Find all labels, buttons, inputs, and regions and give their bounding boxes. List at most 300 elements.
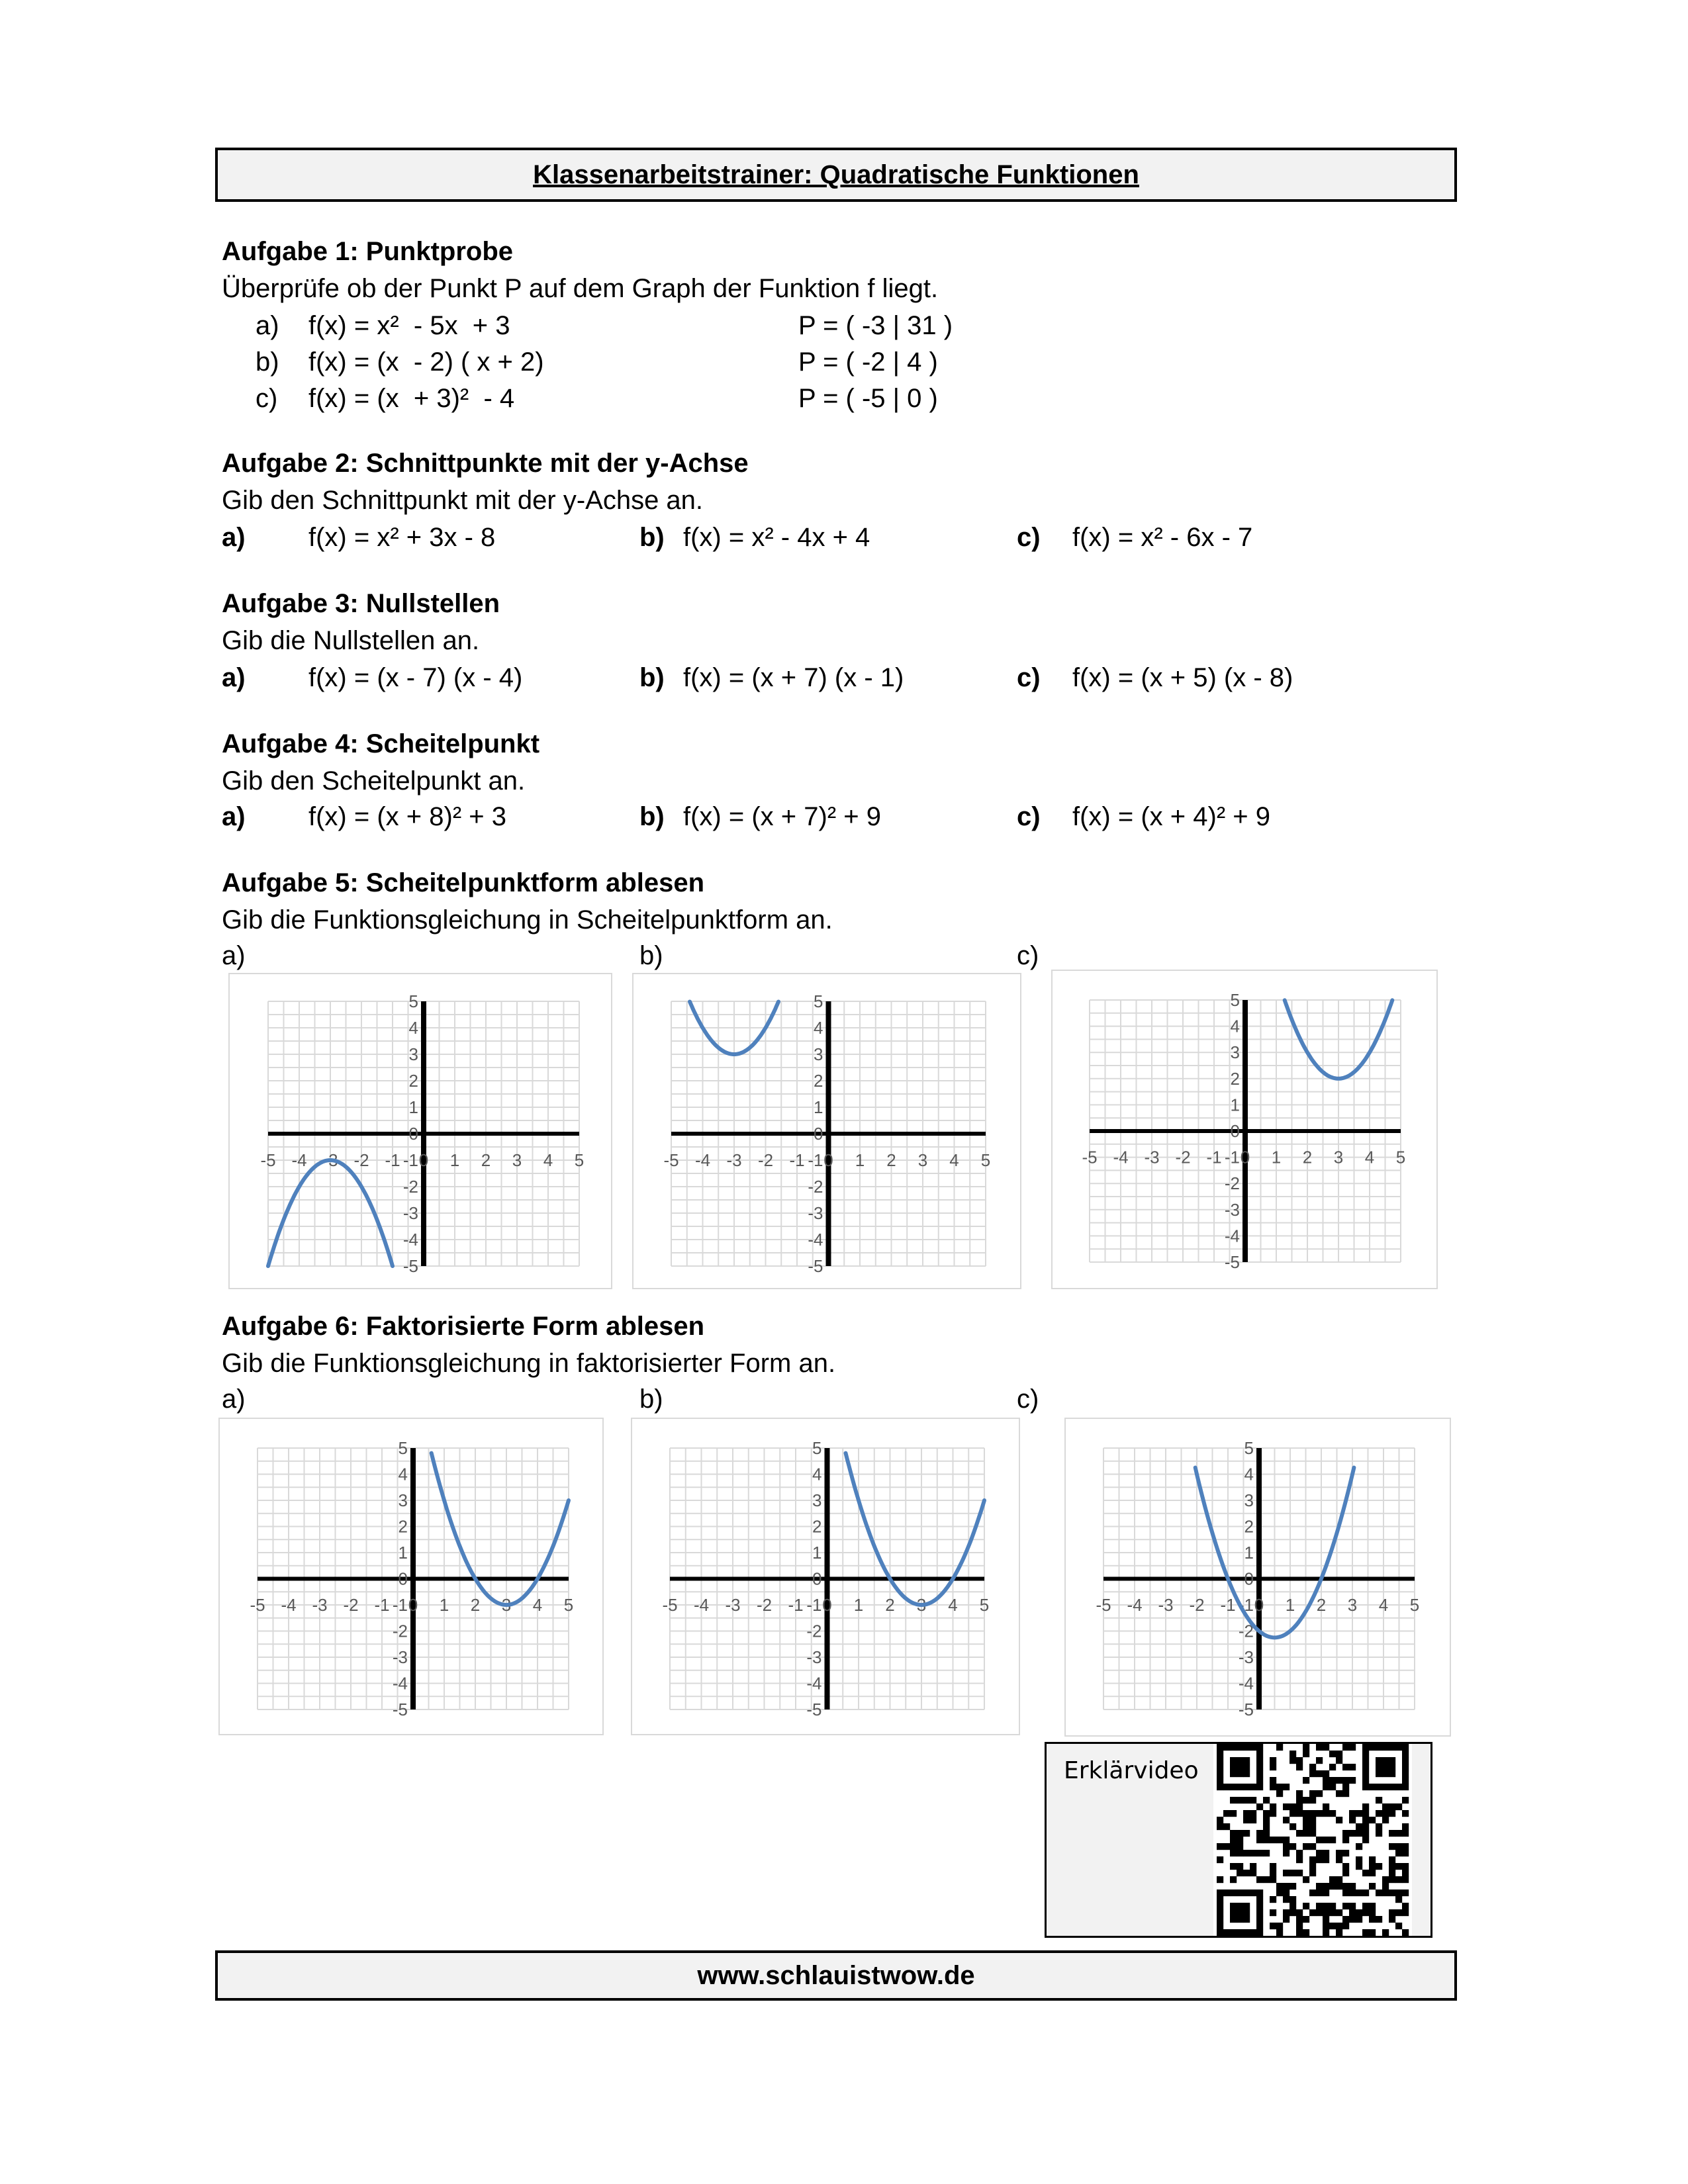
qr-module (1395, 1909, 1402, 1916)
qr-module (1223, 1889, 1230, 1896)
qr-module (1303, 1817, 1309, 1823)
qr-module (1316, 1744, 1323, 1751)
qr-module (1237, 1830, 1243, 1837)
qr-module (1230, 1903, 1237, 1909)
qr-module (1376, 1797, 1382, 1803)
qr-module (1329, 1923, 1336, 1929)
qr-module (1283, 1916, 1289, 1923)
qr-module (1250, 1929, 1256, 1936)
qr-module (1296, 1850, 1303, 1856)
qr-module (1309, 1770, 1316, 1777)
plot-6c-svg (1066, 1419, 1452, 1738)
qr-module (1342, 1830, 1349, 1837)
qr-module (1369, 1909, 1376, 1916)
x-tick-label-5c-2: 2 (1302, 1147, 1313, 1167)
qr-module (1356, 1843, 1362, 1850)
task1-instruction: Überprüfe ob der Punkt P auf dem Graph der Funktion f liegt. (222, 274, 939, 303)
parabola-curve-6a (432, 1453, 569, 1605)
qr-module (1389, 1856, 1395, 1863)
x-tick-label-6c-2: 2 (1316, 1595, 1327, 1615)
qr-module (1276, 1923, 1283, 1929)
qr-module (1303, 1929, 1309, 1936)
y-tick-label-5b-3: 3 (814, 1044, 823, 1064)
qr-module (1256, 1903, 1263, 1909)
qr-module (1256, 1803, 1263, 1810)
qr-module (1230, 1909, 1237, 1916)
y-tick-label-6b--4: -4 (806, 1673, 822, 1694)
qr-module (1402, 1757, 1409, 1764)
qr-module (1230, 1876, 1237, 1883)
qr-module (1217, 1757, 1223, 1764)
x-tick-label-6a--2: -2 (343, 1595, 359, 1615)
qr-module (1237, 1757, 1243, 1764)
x-tick-label-5c--3: -3 (1144, 1147, 1160, 1167)
qr-module (1323, 1903, 1329, 1909)
qr-module (1323, 1770, 1329, 1777)
qr-module (1309, 1764, 1316, 1770)
qr-module (1382, 1929, 1389, 1936)
qr-module (1243, 1784, 1250, 1790)
x-tick-label-6b--2: -2 (756, 1595, 773, 1615)
x-tick-label-5a--2: -2 (353, 1150, 369, 1170)
x-tick-label-5a--4: -4 (291, 1150, 307, 1170)
qr-module (1256, 1909, 1263, 1916)
qr-module (1243, 1744, 1250, 1751)
y-tick-label-5c--5: -5 (1224, 1252, 1240, 1272)
task5-label-c: c) (1017, 941, 1039, 970)
qr-module (1342, 1744, 1349, 1751)
qr-module (1237, 1909, 1243, 1916)
y-tick-label-5b--1: -1 (808, 1150, 823, 1170)
qr-module (1230, 1764, 1237, 1770)
qr-module (1289, 1843, 1296, 1850)
qr-module (1217, 1770, 1223, 1777)
qr-module (1356, 1863, 1362, 1870)
qr-module (1263, 1876, 1270, 1883)
worksheet-title: Klassenarbeitstrainer: Quadratische Funktionen (533, 160, 1139, 189)
qr-module (1263, 1850, 1270, 1856)
qr-module (1316, 1883, 1323, 1889)
qr-module (1283, 1817, 1289, 1823)
task1-item-b-label: b) (256, 347, 279, 377)
qr-module (1230, 1770, 1237, 1777)
qr-module (1276, 1883, 1283, 1889)
x-tick-label-5c--5: -5 (1082, 1147, 1098, 1167)
qr-module (1342, 1777, 1349, 1784)
qr-module (1217, 1909, 1223, 1916)
qr-module (1217, 1889, 1223, 1896)
qr-module (1362, 1889, 1369, 1896)
qr-module (1217, 1777, 1223, 1784)
y-tick-label-6a--4: -4 (392, 1673, 408, 1694)
plot-5b-svg (633, 974, 1023, 1291)
x-tick-label-6b--1: -1 (788, 1595, 804, 1615)
qr-module (1296, 1830, 1303, 1837)
qr-module (1349, 1883, 1356, 1889)
y-tick-label-6c-4: 4 (1244, 1464, 1254, 1484)
task1-heading: Aufgabe 1: Punktprobe (222, 237, 514, 266)
y-tick-label-5b-0: 0 (814, 1124, 823, 1144)
qr-module (1369, 1744, 1376, 1751)
qr-module (1323, 1850, 1329, 1856)
qr-module (1303, 1916, 1309, 1923)
y-tick-label-6a-4: 4 (398, 1464, 408, 1484)
task4-instruction: Gib den Scheitelpunkt an. (222, 766, 526, 796)
task5-label-b: b) (639, 941, 663, 970)
qr-module (1342, 1903, 1349, 1909)
qr-module (1256, 1777, 1263, 1784)
qr-module (1316, 1757, 1323, 1764)
qr-module (1316, 1903, 1323, 1909)
qr-module (1362, 1929, 1369, 1936)
qr-module (1362, 1837, 1369, 1843)
x-tick-label-5c--2: -2 (1175, 1147, 1191, 1167)
qr-module (1256, 1889, 1263, 1896)
qr-module (1237, 1843, 1243, 1850)
qr-module (1237, 1903, 1243, 1909)
qr-module (1243, 1929, 1250, 1936)
y-tick-label-6c--1: -1 (1238, 1595, 1254, 1615)
qr-module (1237, 1863, 1243, 1870)
qr-module (1230, 1863, 1237, 1870)
qr-module (1316, 1889, 1323, 1896)
qr-module (1362, 1757, 1369, 1764)
qr-module (1303, 1777, 1309, 1784)
qr-module (1395, 1876, 1402, 1883)
qr-module (1217, 1764, 1223, 1770)
qr-module (1316, 1856, 1323, 1863)
qr-module (1250, 1797, 1256, 1803)
plot-5a (228, 973, 612, 1289)
task3-item-b-function: f(x) = (x + 7) (x - 1) (683, 663, 904, 692)
qr-module (1230, 1830, 1237, 1837)
qr-module (1389, 1757, 1395, 1764)
qr-module (1402, 1903, 1409, 1909)
qr-module (1263, 1817, 1270, 1823)
qr-module (1402, 1830, 1409, 1837)
qr-module (1395, 1744, 1402, 1751)
task2-item-a-function: f(x) = x² + 3x - 8 (308, 523, 496, 552)
qr-module (1349, 1764, 1356, 1770)
qr-module (1342, 1870, 1349, 1876)
qr-module (1217, 1856, 1223, 1863)
qr-module (1217, 1896, 1223, 1903)
qr-module (1263, 1830, 1270, 1837)
qr-module (1289, 1909, 1296, 1916)
x-tick-label-6c-0: 0 (1254, 1595, 1264, 1615)
qr-module (1283, 1896, 1289, 1903)
y-tick-label-5b--3: -3 (808, 1203, 823, 1223)
qr-module (1296, 1870, 1303, 1876)
x-tick-label-5c--1: -1 (1206, 1147, 1222, 1167)
plot-6b (631, 1418, 1020, 1735)
qr-module (1217, 1784, 1223, 1790)
y-tick-label-6a--1: -1 (392, 1595, 408, 1615)
qr-module (1356, 1823, 1362, 1830)
y-tick-label-6b--5: -5 (806, 1700, 822, 1719)
qr-module (1237, 1850, 1243, 1856)
qr-module (1323, 1837, 1329, 1843)
qr-module (1389, 1764, 1395, 1770)
task6-label-b: b) (639, 1385, 663, 1414)
qr-module (1369, 1870, 1376, 1876)
x-tick-label-5a--3: -3 (322, 1150, 338, 1170)
y-tick-label-6b-1: 1 (812, 1543, 822, 1563)
x-tick-label-5b--2: -2 (757, 1150, 774, 1170)
qr-module (1382, 1889, 1389, 1896)
qr-module (1256, 1876, 1263, 1883)
qr-module (1402, 1850, 1409, 1856)
qr-module (1369, 1916, 1376, 1923)
x-tick-label-6a-3: 3 (501, 1595, 512, 1615)
qr-module (1270, 1863, 1276, 1870)
qr-module (1402, 1810, 1409, 1817)
qr-module (1303, 1823, 1309, 1830)
x-tick-label-5b-1: 1 (855, 1150, 865, 1170)
task4-heading: Aufgabe 4: Scheitelpunkt (222, 729, 540, 758)
qr-module (1217, 1744, 1223, 1751)
y-tick-label-5c-5: 5 (1230, 990, 1240, 1010)
x-tick-label-5b--5: -5 (663, 1150, 679, 1170)
y-tick-label-5c--4: -4 (1224, 1226, 1240, 1246)
x-tick-label-6a-5: 5 (563, 1595, 574, 1615)
x-tick-label-6c-5: 5 (1409, 1595, 1420, 1615)
qr-module (1402, 1784, 1409, 1790)
task4-item-a-label: a) (222, 802, 246, 831)
qr-module (1270, 1757, 1276, 1764)
qr-module (1323, 1929, 1329, 1936)
qr-module (1270, 1784, 1276, 1790)
qr-module (1217, 1929, 1223, 1936)
qr-module (1256, 1784, 1263, 1790)
y-tick-label-5a-0: 0 (408, 1124, 418, 1144)
qr-module (1362, 1770, 1369, 1777)
qr-module (1283, 1837, 1289, 1843)
x-tick-label-5c-5: 5 (1395, 1147, 1406, 1167)
qr-module (1329, 1751, 1336, 1757)
qr-module (1342, 1764, 1349, 1770)
qr-module (1369, 1929, 1376, 1936)
y-tick-label-6b-4: 4 (812, 1464, 822, 1484)
qr-module (1283, 1843, 1289, 1850)
qr-module (1329, 1837, 1336, 1843)
y-tick-label-5b-4: 4 (814, 1018, 823, 1038)
y-tick-label-5b--4: -4 (808, 1230, 823, 1250)
qr-module (1342, 1889, 1349, 1896)
qr-module (1356, 1909, 1362, 1916)
qr-module (1283, 1909, 1289, 1916)
qr-module (1289, 1810, 1296, 1817)
y-tick-label-6b-3: 3 (812, 1490, 822, 1510)
qr-module (1250, 1744, 1256, 1751)
qr-module (1237, 1784, 1243, 1790)
qr-module (1389, 1803, 1395, 1810)
y-tick-label-5b-1: 1 (814, 1097, 823, 1117)
x-tick-label-6b--4: -4 (693, 1595, 710, 1615)
qr-module (1270, 1909, 1276, 1916)
explainer-video-box (1045, 1742, 1432, 1938)
y-tick-label-6a-3: 3 (398, 1490, 408, 1510)
explainer-video-label: Erklärvideo (1064, 1757, 1199, 1784)
qr-module (1329, 1810, 1336, 1817)
y-tick-label-5b--5: -5 (808, 1256, 823, 1276)
qr-module (1243, 1870, 1250, 1876)
qr-module (1362, 1751, 1369, 1757)
qr-module (1336, 1757, 1342, 1764)
x-tick-label-6b-4: 4 (948, 1595, 958, 1615)
x-tick-label-5a-3: 3 (512, 1150, 522, 1170)
qr-module (1389, 1810, 1395, 1817)
qr-module (1243, 1770, 1250, 1777)
qr-module (1402, 1870, 1409, 1876)
task2-item-b-function: f(x) = x² - 4x + 4 (683, 523, 870, 552)
qr-module (1270, 1810, 1276, 1817)
task1-item-a-point: P = ( -3 | 31 ) (798, 311, 953, 340)
qr-module (1369, 1856, 1376, 1863)
y-tick-label-5c--2: -2 (1224, 1173, 1240, 1194)
qr-module (1323, 1883, 1329, 1889)
x-tick-label-6b--5: -5 (662, 1595, 678, 1615)
qr-module (1329, 1784, 1336, 1790)
qr-module (1270, 1896, 1276, 1903)
qr-module (1283, 1784, 1289, 1790)
y-tick-label-6c--5: -5 (1238, 1700, 1254, 1719)
qr-module (1309, 1889, 1316, 1896)
qr-module (1237, 1870, 1243, 1876)
qr-module (1303, 1810, 1309, 1817)
task1-item-c-point: P = ( -5 | 0 ) (798, 384, 938, 413)
qr-module (1256, 1770, 1263, 1777)
y-tick-label-6a-0: 0 (398, 1569, 408, 1589)
qr-module (1217, 1823, 1223, 1830)
y-tick-label-6c-1: 1 (1244, 1543, 1254, 1563)
qr-module (1270, 1837, 1276, 1843)
qr-module (1316, 1790, 1323, 1797)
qr-module (1376, 1889, 1382, 1896)
qr-module (1270, 1764, 1276, 1770)
qr-module (1376, 1757, 1382, 1764)
qr-module (1349, 1817, 1356, 1823)
y-tick-label-6c-3: 3 (1244, 1490, 1254, 1510)
y-tick-label-5a-4: 4 (408, 1018, 418, 1038)
qr-module (1303, 1797, 1309, 1803)
x-tick-label-5b-2: 2 (886, 1150, 896, 1170)
qr-module (1402, 1823, 1409, 1830)
y-tick-label-6b-5: 5 (812, 1438, 822, 1458)
qr-module (1296, 1923, 1303, 1929)
x-tick-label-5a-0: 0 (418, 1150, 429, 1170)
qr-module (1389, 1916, 1395, 1923)
qr-module (1356, 1916, 1362, 1923)
qr-module (1270, 1870, 1276, 1876)
qr-module (1230, 1929, 1237, 1936)
y-tick-label-5c-4: 4 (1230, 1016, 1240, 1036)
qr-module (1223, 1843, 1230, 1850)
x-tick-label-6a-2: 2 (470, 1595, 481, 1615)
y-tick-label-6b-2: 2 (812, 1516, 822, 1537)
qr-module (1316, 1909, 1323, 1916)
y-tick-label-5a--5: -5 (402, 1256, 418, 1276)
qr-module (1376, 1823, 1382, 1830)
y-tick-label-6a-1: 1 (398, 1543, 408, 1563)
qr-module (1382, 1883, 1389, 1889)
qr-module (1263, 1810, 1270, 1817)
qr-module (1349, 1903, 1356, 1909)
qr-module (1382, 1744, 1389, 1751)
y-tick-label-5a--3: -3 (402, 1203, 418, 1223)
qr-module (1356, 1810, 1362, 1817)
qr-code-icon[interactable] (1213, 1744, 1412, 1936)
task2-item-c-function: f(x) = x² - 6x - 7 (1072, 523, 1253, 552)
qr-module (1296, 1790, 1303, 1797)
qr-module (1323, 1803, 1329, 1810)
qr-module (1309, 1843, 1316, 1850)
task3-item-c-function: f(x) = (x + 5) (x - 8) (1072, 663, 1293, 692)
qr-module (1223, 1784, 1230, 1790)
qr-module (1296, 1909, 1303, 1916)
x-tick-label-6c--1: -1 (1220, 1595, 1236, 1615)
qr-module (1395, 1784, 1402, 1790)
qr-module (1316, 1850, 1323, 1856)
qr-module (1362, 1803, 1369, 1810)
qr-module (1395, 1863, 1402, 1870)
x-tick-label-5c-3: 3 (1333, 1147, 1344, 1167)
y-tick-label-5c-2: 2 (1230, 1068, 1240, 1089)
qr-module (1250, 1817, 1256, 1823)
qr-module (1237, 1929, 1243, 1936)
task6-heading: Aufgabe 6: Faktorisierte Form ablesen (222, 1312, 705, 1341)
qr-module (1243, 1850, 1250, 1856)
task4-item-b-function: f(x) = (x + 7)² + 9 (683, 802, 881, 831)
qr-module (1296, 1797, 1303, 1803)
qr-module (1230, 1889, 1237, 1896)
qr-module (1270, 1923, 1276, 1929)
qr-module (1323, 1777, 1329, 1784)
task4-item-a-function: f(x) = (x + 8)² + 3 (308, 802, 506, 831)
x-tick-label-5c-1: 1 (1271, 1147, 1282, 1167)
qr-module (1296, 1757, 1303, 1764)
x-tick-label-6a-4: 4 (532, 1595, 543, 1615)
qr-module (1276, 1889, 1283, 1896)
qr-module (1296, 1929, 1303, 1936)
qr-module (1309, 1863, 1316, 1870)
qr-module (1336, 1929, 1342, 1936)
qr-module (1336, 1876, 1342, 1883)
qr-module (1237, 1889, 1243, 1896)
footer-url[interactable]: www.schlauistwow.de (697, 1961, 975, 1990)
qr-module (1237, 1797, 1243, 1803)
qr-module (1230, 1757, 1237, 1764)
y-tick-label-6b--3: -3 (806, 1647, 822, 1667)
qr-module (1223, 1823, 1230, 1830)
qr-module (1323, 1856, 1329, 1863)
qr-module (1362, 1784, 1369, 1790)
qr-module (1336, 1777, 1342, 1784)
task3-heading: Aufgabe 3: Nullstellen (222, 589, 500, 618)
qr-module (1296, 1916, 1303, 1923)
task3-item-c-label: c) (1017, 663, 1041, 692)
qr-module (1270, 1803, 1276, 1810)
qr-module (1349, 1744, 1356, 1751)
qr-module (1296, 1803, 1303, 1810)
qr-module (1296, 1764, 1303, 1770)
y-tick-label-6a--5: -5 (392, 1700, 408, 1719)
y-tick-label-5b-5: 5 (814, 991, 823, 1011)
x-tick-label-6c-3: 3 (1347, 1595, 1358, 1615)
qr-module (1402, 1863, 1409, 1870)
qr-module (1342, 1863, 1349, 1870)
qr-module (1329, 1883, 1336, 1889)
